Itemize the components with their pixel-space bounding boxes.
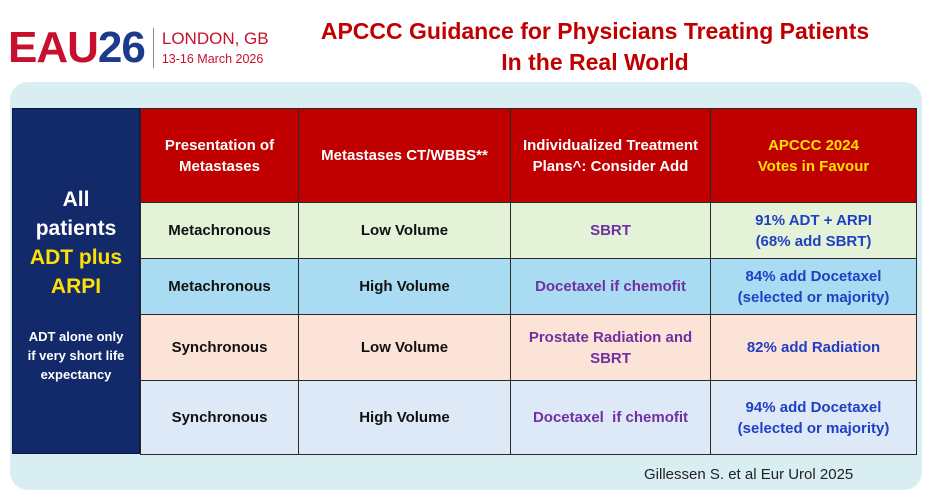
- all-patients-column: [12, 108, 140, 454]
- plan-cell: Prostate Radiation and SBRT: [511, 315, 711, 381]
- presentation-cell: Synchronous: [141, 381, 299, 455]
- volume-cell: High Volume: [299, 381, 511, 455]
- table-row: [141, 315, 917, 381]
- slide-title: [270, 16, 920, 78]
- logo-divider: [153, 28, 154, 68]
- all-patients-heading: All patients ADT plus ARPI: [29, 188, 123, 298]
- vote-cell: 91% ADT + ARPI (68% add SBRT): [711, 203, 917, 259]
- volume-cell: High Volume: [299, 259, 511, 315]
- table-row: [141, 381, 917, 455]
- logo-dates: 13-16 March 2026: [161, 52, 264, 66]
- vote-cell: 94% add Docetaxel (selected or majority): [711, 381, 917, 455]
- presentation-cell: Metachronous: [141, 259, 299, 315]
- plan-cell: SBRT: [511, 203, 711, 259]
- eau26-logo: [8, 24, 269, 72]
- table-row: [141, 259, 917, 315]
- logo-wordmark: EAU26: [8, 23, 145, 72]
- volume-cell: Low Volume: [299, 203, 511, 259]
- guidance-table: [140, 108, 917, 455]
- logo-city: LONDON, GB: [161, 29, 269, 48]
- presentation-cell: Synchronous: [141, 315, 299, 381]
- citation: Gillessen S. et al Eur Urol 2025: [644, 466, 854, 483]
- table-header-row: [141, 109, 917, 203]
- presentation-cell: Metachronous: [141, 203, 299, 259]
- slide-title-line2: In the Real World: [501, 49, 689, 75]
- vote-cell: 84% add Docetaxel (selected or majority): [711, 259, 917, 315]
- table-row: [141, 203, 917, 259]
- logo-event-info: [162, 29, 269, 67]
- slide-title-line1: APCCC Guidance for Physicians Treating Patients: [320, 18, 870, 44]
- header-votes: APCCC 2024 Votes in Favour: [711, 109, 917, 203]
- volume-cell: Low Volume: [299, 315, 511, 381]
- plan-cell: Docetaxel if chemofit: [511, 259, 711, 315]
- header-treatment-plans: Individualized Treatment Plans^: Consider Add: [511, 109, 711, 203]
- header-ct-wbbs: Metastases CT/WBBS**: [299, 109, 511, 203]
- header-presentation: Presentation of Metastases: [141, 109, 299, 203]
- plan-cell: Docetaxel if chemofit: [511, 381, 711, 455]
- adt-alone-note: ADT alone only if very short life expectancy: [27, 329, 125, 382]
- vote-cell: 82% add Radiation: [711, 315, 917, 381]
